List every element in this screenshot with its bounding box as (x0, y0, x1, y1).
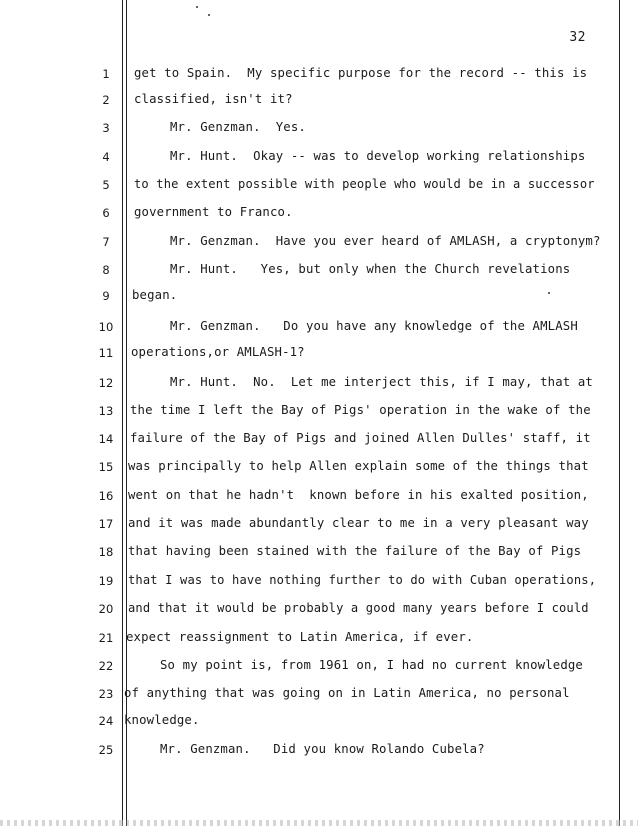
transcript-line (0, 317, 638, 337)
transcript-line (0, 457, 638, 477)
line-text: Mr. Hunt. No. Let me interject this, if I may, that at (170, 375, 593, 389)
line-text: government to Franco. (134, 205, 293, 219)
line-number: 5 (102, 178, 110, 192)
transcript-line (0, 542, 638, 562)
line-number: 4 (102, 150, 110, 164)
line-text: that I was to have nothing further to do with Cuban operations, (128, 573, 597, 587)
line-text: Mr. Genzman. Yes. (170, 120, 306, 134)
transcript-line (0, 373, 638, 393)
line-text: Mr. Genzman. Do you have any knowledge of the AMLASH (170, 319, 578, 333)
line-text: the time I left the Bay of Pigs' operation in the wake of the (130, 403, 591, 417)
transcript-line (0, 514, 638, 534)
line-number: 23 (98, 687, 114, 701)
scan-speck (208, 14, 210, 16)
line-number: 22 (98, 659, 114, 673)
line-text: went on that he hadn't known before in his exalted position, (128, 488, 589, 502)
line-text: began. (132, 288, 178, 302)
transcript-line (0, 740, 638, 760)
line-number: 15 (98, 460, 114, 474)
line-number: 12 (98, 376, 114, 390)
line-text: of anything that was going on in Latin America, no personal (124, 686, 570, 700)
line-number: 18 (98, 545, 114, 559)
line-number: 13 (98, 404, 114, 418)
line-text: get to Spain. My specific purpose for the record -- this is (134, 66, 588, 80)
line-number: 16 (98, 489, 114, 503)
transcript-line (0, 599, 638, 619)
line-number: 14 (98, 432, 114, 446)
transcript-line (0, 232, 638, 252)
line-text: Mr. Genzman. Did you know Rolando Cubela? (160, 742, 485, 756)
line-text: So my point is, from 1961 on, I had no current knowledge (160, 658, 583, 672)
line-number: 2 (102, 93, 110, 107)
line-number: 11 (98, 346, 114, 360)
transcript-line (0, 286, 638, 306)
line-number: 6 (102, 206, 110, 220)
line-number: 8 (102, 263, 110, 277)
scan-edge-artifact (0, 820, 638, 826)
line-number: 25 (98, 743, 114, 757)
line-text: that having been stained with the failure of the Bay of Pigs (128, 544, 582, 558)
line-text: was principally to help Allen explain some of the things that (128, 459, 589, 473)
transcript-line (0, 401, 638, 421)
line-number: 24 (98, 714, 114, 728)
line-text: Mr. Hunt. Okay -- was to develop working relationships (170, 149, 586, 163)
line-text: classified, isn't it? (134, 92, 293, 106)
transcript-line (0, 118, 638, 138)
transcript-line (0, 656, 638, 676)
transcript-line (0, 64, 638, 84)
transcript-line (0, 486, 638, 506)
line-number: 20 (98, 602, 114, 616)
transcript-line (0, 628, 638, 648)
transcript-line (0, 260, 638, 280)
transcript-line (0, 684, 638, 704)
line-number: 9 (102, 289, 110, 303)
line-number: 19 (98, 574, 114, 588)
transcript-line (0, 175, 638, 195)
line-text: expect reassignment to Latin America, if ever. (126, 630, 474, 644)
transcript-line (0, 711, 638, 731)
line-number: 7 (102, 235, 110, 249)
line-number: 3 (102, 121, 110, 135)
line-text: operations,or AMLASH-1? (131, 345, 305, 359)
line-number: 17 (98, 517, 114, 531)
line-text: failure of the Bay of Pigs and joined Allen Dulles' staff, it (130, 431, 591, 445)
transcript-line (0, 429, 638, 449)
transcript-line (0, 571, 638, 591)
line-number: 10 (98, 320, 114, 334)
transcript-line (0, 343, 638, 363)
scan-speck (196, 6, 198, 8)
line-text: Mr. Genzman. Have you ever heard of AMLASH, a cryptonym? (170, 234, 601, 248)
line-number: 21 (98, 631, 114, 645)
line-text: Mr. Hunt. Yes, but only when the Church revelations (170, 262, 571, 276)
line-number: 1 (102, 67, 110, 81)
line-text: knowledge. (124, 713, 200, 727)
transcript-line (0, 90, 638, 110)
transcript-line (0, 203, 638, 223)
page-number: 32 (569, 30, 586, 45)
transcript-line (0, 147, 638, 167)
line-text: and that it would be probably a good many years before I could (128, 601, 589, 615)
line-text: to the extent possible with people who would be in a successor (134, 177, 595, 191)
line-text: and it was made abundantly clear to me in a very pleasant way (128, 516, 589, 530)
